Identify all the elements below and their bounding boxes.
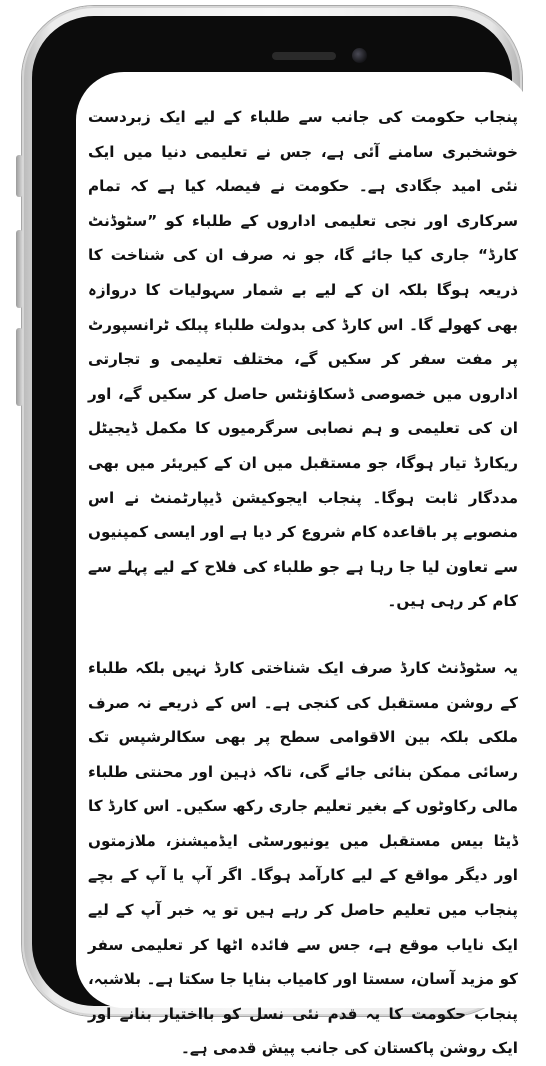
mute-switch (16, 155, 23, 197)
article-paragraph-2: یہ سٹوڈنٹ کارڈ صرف ایک شناختی کارڈ نہیں بلکہ طلباء کے روشن مستقبل کی کنجی ہے۔ اس کے ذریعے نہ صرف ملکی بلکہ بین الاقوامی سطح پر بھی سکالرشپس تک رسائی ممکن بنائی جائے گی، تاکہ ذہین اور محنتی طلباء مالی رکاوٹوں کے بغیر تعلیم جاری رکھ سکیں۔ اس کارڈ کا ڈیٹا بیس مستقبل میں یونیورسٹی ایڈمیشنز، ملازمتوں اور دیگر مواقع کے لیے کارآمد ہوگا۔ اگر آپ یا آپ کے بچے پنجاب میں تعلیم حاصل کر رہے ہیں تو یہ خبر آپ کے لیے ایک نایاب موقع ہے، جس سے فائدہ اٹھا کر تعلیمی سفر کو مزید آسان، سستا اور کامیاب بنایا جا سکتا ہے۔ بلاشبہ، پنجاب حکومت کا یہ قدم نئی نسل کو بااختیار بنانے اور ایک روشن پاکستان کی جانب پیش قدمی ہے۔ (88, 658, 518, 1058)
earpiece-speaker-icon (272, 52, 336, 60)
phone-bezel (32, 16, 518, 1058)
article-paragraph-1: پنجاب حکومت کی جانب سے طلباء کے لیے ایک زبردست خوشخبری سامنے آئی ہے، جس نے تعلیمی دنیا میں ایک نئی امید جگادی ہے۔ حکومت نے فیصلہ کیا ہے کہ تمام سرکاری اور نجی تعلیمی اداروں کے طلباء کو ”سٹوڈنٹ کارڈ“ جاری کیا جائے گا، جو نہ صرف ان کی شناخت کا ذریعہ ہوگا بلکہ ان کے لیے بے شمار سہولیات کا دروازہ بھی کھولے گا۔ اس کارڈ کی بدولت طلباء پبلک ٹرانسپورٹ پر مفت سفر کر سکیں گے، مختلف تعلیمی و تجارتی اداروں میں خصوصی ڈسکاؤنٹس حاصل کر سکیں گے، اور ان کی تعلیمی و ہم نصابی سرگرمیوں کا مکمل ڈیجیٹل ریکارڈ تیار ہوگا، جو مستقبل میں ان کے کیریئر میں بھی مددگار ثابت ہوگا۔ پنجاب ایجوکیشن ڈیپارٹمنٹ نے اس منصوبے پر باقاعدہ کام شروع کر دیا ہے اور ایسی کمپنیوں سے تعاون لیا جا رہا ہے جو طلباء کی فلاح کے لیے پہلے سے کام کر رہی ہیں۔ (88, 108, 518, 611)
article-body (88, 100, 518, 1066)
phone-screen[interactable] (76, 72, 532, 1058)
front-camera-icon (352, 48, 367, 63)
volume-up-button (16, 230, 23, 308)
volume-down-button (16, 328, 23, 406)
